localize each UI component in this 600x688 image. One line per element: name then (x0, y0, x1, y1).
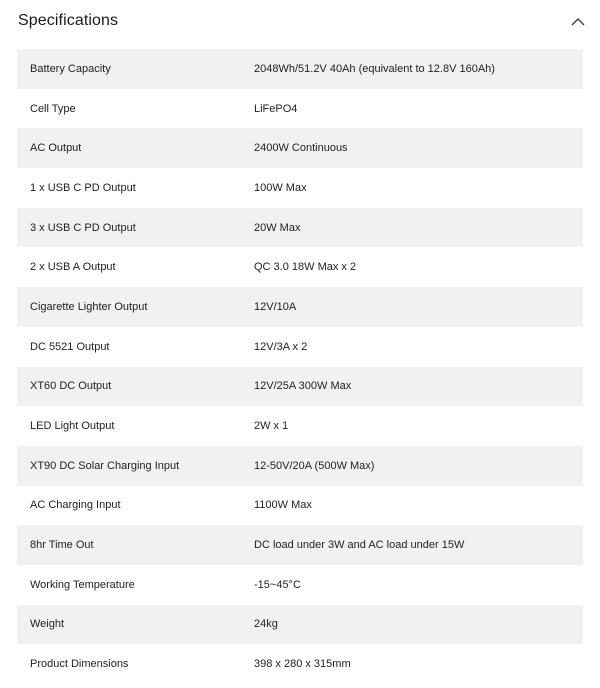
spec-value: 12V/10A (254, 300, 297, 313)
spec-label: DC 5521 Output (30, 340, 110, 353)
spec-label: Cigarette Lighter Output (30, 300, 148, 313)
spec-value: 12V/25A 300W Max (254, 380, 352, 393)
spec-label: Weight (30, 618, 65, 631)
spec-value: 100W Max (254, 181, 307, 194)
table-row (17, 605, 583, 645)
spec-value: 12-50V/20A (500W Max) (254, 459, 375, 472)
table-row (17, 49, 583, 89)
specifications-table (17, 49, 583, 684)
spec-value: 24kg (254, 618, 278, 631)
spec-value: -15~45°C (254, 578, 301, 591)
table-row (17, 168, 583, 208)
table-row (17, 247, 583, 287)
spec-label: Cell Type (30, 102, 76, 115)
table-row (17, 644, 583, 684)
spec-value: 12V/3A x 2 (254, 340, 308, 353)
table-row (17, 406, 583, 446)
spec-value: QC 3.0 18W Max x 2 (254, 261, 357, 274)
spec-label: LED Light Output (30, 420, 115, 433)
table-row (17, 89, 583, 129)
section-title: Specifications (18, 12, 119, 29)
table-row (17, 446, 583, 486)
table-row (17, 287, 583, 327)
spec-label: 1 x USB C PD Output (30, 181, 136, 194)
spec-label: 8hr Time Out (30, 539, 94, 552)
table-row (17, 486, 583, 526)
specifications-accordion-header[interactable] (18, 0, 588, 42)
spec-value: DC load under 3W and AC load under 15W (254, 539, 465, 552)
spec-label: AC Output (30, 142, 82, 155)
table-row (17, 208, 583, 248)
spec-label: Product Dimensions (30, 658, 129, 671)
spec-label: 3 x USB C PD Output (30, 221, 136, 234)
spec-value: 2048Wh/51.2V 40Ah (equivalent to 12.8V 160Ah) (254, 62, 495, 75)
spec-label: XT90 DC Solar Charging Input (30, 459, 180, 472)
table-row (17, 525, 583, 565)
table-row (17, 327, 583, 367)
table-row (17, 367, 583, 407)
spec-label: AC Charging Input (30, 499, 121, 512)
spec-value: 20W Max (254, 221, 301, 234)
spec-label: XT60 DC Output (30, 380, 112, 393)
spec-value: 2W x 1 (254, 420, 289, 433)
spec-label: 2 x USB A Output (30, 261, 116, 274)
spec-value: LiFePO4 (254, 102, 298, 115)
spec-label: Working Temperature (30, 578, 135, 591)
spec-value: 2400W Continuous (254, 142, 348, 155)
chevron-up-icon[interactable] (568, 11, 588, 31)
spec-value: 398 x 280 x 315mm (254, 658, 351, 671)
table-row (17, 565, 583, 605)
spec-label: Battery Capacity (30, 62, 111, 75)
spec-value: 1100W Max (254, 499, 312, 512)
table-row (17, 128, 583, 168)
